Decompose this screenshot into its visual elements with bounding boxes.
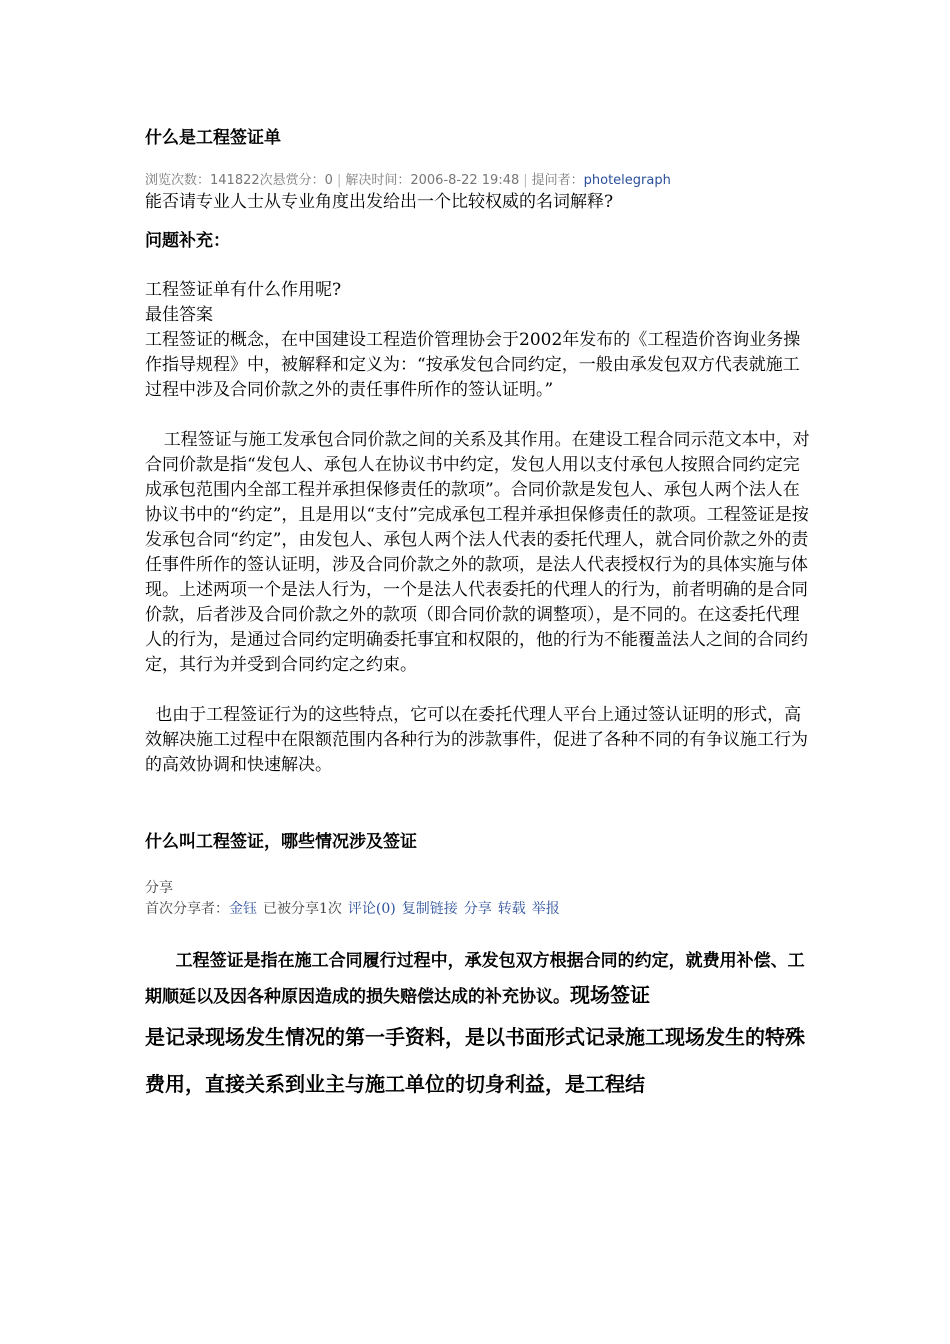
article-line-1-emphasis: 现场签证 — [570, 983, 650, 1007]
supplement-text: 工程签证单有什么作用呢? — [145, 280, 342, 300]
repost-link[interactable]: 转载 — [497, 901, 526, 917]
comment-link[interactable]: 评论(0) — [347, 901, 396, 917]
asker-link[interactable]: photelegraph — [583, 173, 671, 188]
spacer — [145, 678, 810, 703]
answer-paragraph-3: 也由于工程签证行为的这些特点，它可以在委托代理人平台上通过签认证明的形式，高效解决施工过程中在限额范围内各种行为的涉款事件，促进了各种不同的有争议施工行为的高效协调和快速解决。 — [145, 705, 808, 775]
share-title: 什么叫工程签证，哪些情况涉及签证 — [145, 832, 417, 852]
spacer — [145, 403, 810, 428]
share-info-line — [145, 898, 810, 920]
share-label: 分享 — [145, 880, 173, 896]
views-label: 浏览次数： — [145, 173, 211, 188]
article-line-2: 是记录现场发生情况的第一手资料，是以书面形式记录施工现场发生的特殊费用，直接关系到业主与施工单位的切身利益，是工程结 — [145, 1025, 805, 1096]
asker-label: 提问者： — [531, 173, 584, 188]
first-sharer-label: 首次分享者： — [145, 901, 229, 917]
supplement-heading: 问题补充： — [145, 231, 230, 251]
best-answer-label: 最佳答案 — [145, 305, 213, 325]
spacer — [145, 253, 810, 278]
question-body: 能否请专业人士从专业角度出发给出一个比较权威的名词解释? — [145, 192, 614, 212]
report-link[interactable]: 举报 — [531, 901, 560, 917]
copy-link-button[interactable]: 复制链接 — [401, 901, 458, 917]
answer-paragraph-2: 工程签证与施工发承包合同价款之间的关系及其作用。在建设工程合同示范文本中，对合同价款是指“发包人、承包人在协议书中约定，发包人用以支付承包人按照合同约定完成承包范围内全部工程并承担保修责任的款项”。合同价款是发包人、承包人两个法人在协议书中的“约定”，且是用以“支付”完成承包工程并承担保修责任的款项。工程签证是按发承包合同“约定”，由发包人、承包人两个法人代表的委托代理人，就合同价款之外的责任事件所作的签认证明，涉及合同价款之外的款项，是法人代表授权行为的具体实施与体现。上述两项一个是法人行为，一个是法人代表委托的代理人的行为，前者明确的是合同价款，后者涉及合同价款之外的款项（即合同价款的调整项），是不同的。在这委托代理人的行为，是通过合同约定明确委托事宜和权限的，他的行为不能覆盖法人之间的合同约定，其行为并受到合同约定之约束。 — [145, 430, 810, 675]
bounty-value: 0 — [324, 173, 333, 188]
question-meta — [145, 172, 810, 190]
solved-time: 2006-8-22 19:48 — [410, 173, 520, 188]
shared-count: 已被分享1次 — [263, 901, 342, 917]
meta-separator: | — [336, 173, 342, 188]
solved-label: 解决时间： — [345, 173, 411, 188]
bounty-label: 次悬赏分： — [259, 173, 325, 188]
content-column — [145, 126, 810, 1108]
article-paragraph — [145, 944, 810, 1014]
views-count: 141822 — [210, 173, 260, 188]
article-line-1: 工程签证是指在施工合同履行过程中，承发包双方根据合同的约定，就费用补偿、工期顺延以及因各种原因造成的损失赔偿达成的补充协议。 — [145, 951, 805, 1007]
meta-separator: | — [523, 173, 528, 188]
share-link[interactable]: 分享 — [463, 901, 492, 917]
question-title: 什么是工程签证单 — [145, 128, 281, 148]
first-sharer-link[interactable]: 金钰 — [229, 901, 257, 917]
answer-paragraph-1: 工程签证的概念，在中国建设工程造价管理协会于2002年发布的《工程造价咨询业务操作指导规程》中，被解释和定义为：“按承发包合同约定，一般由承发包双方代表就施工过程中涉及合同价款之外的责任事件所作的签认证明。” — [145, 330, 801, 400]
